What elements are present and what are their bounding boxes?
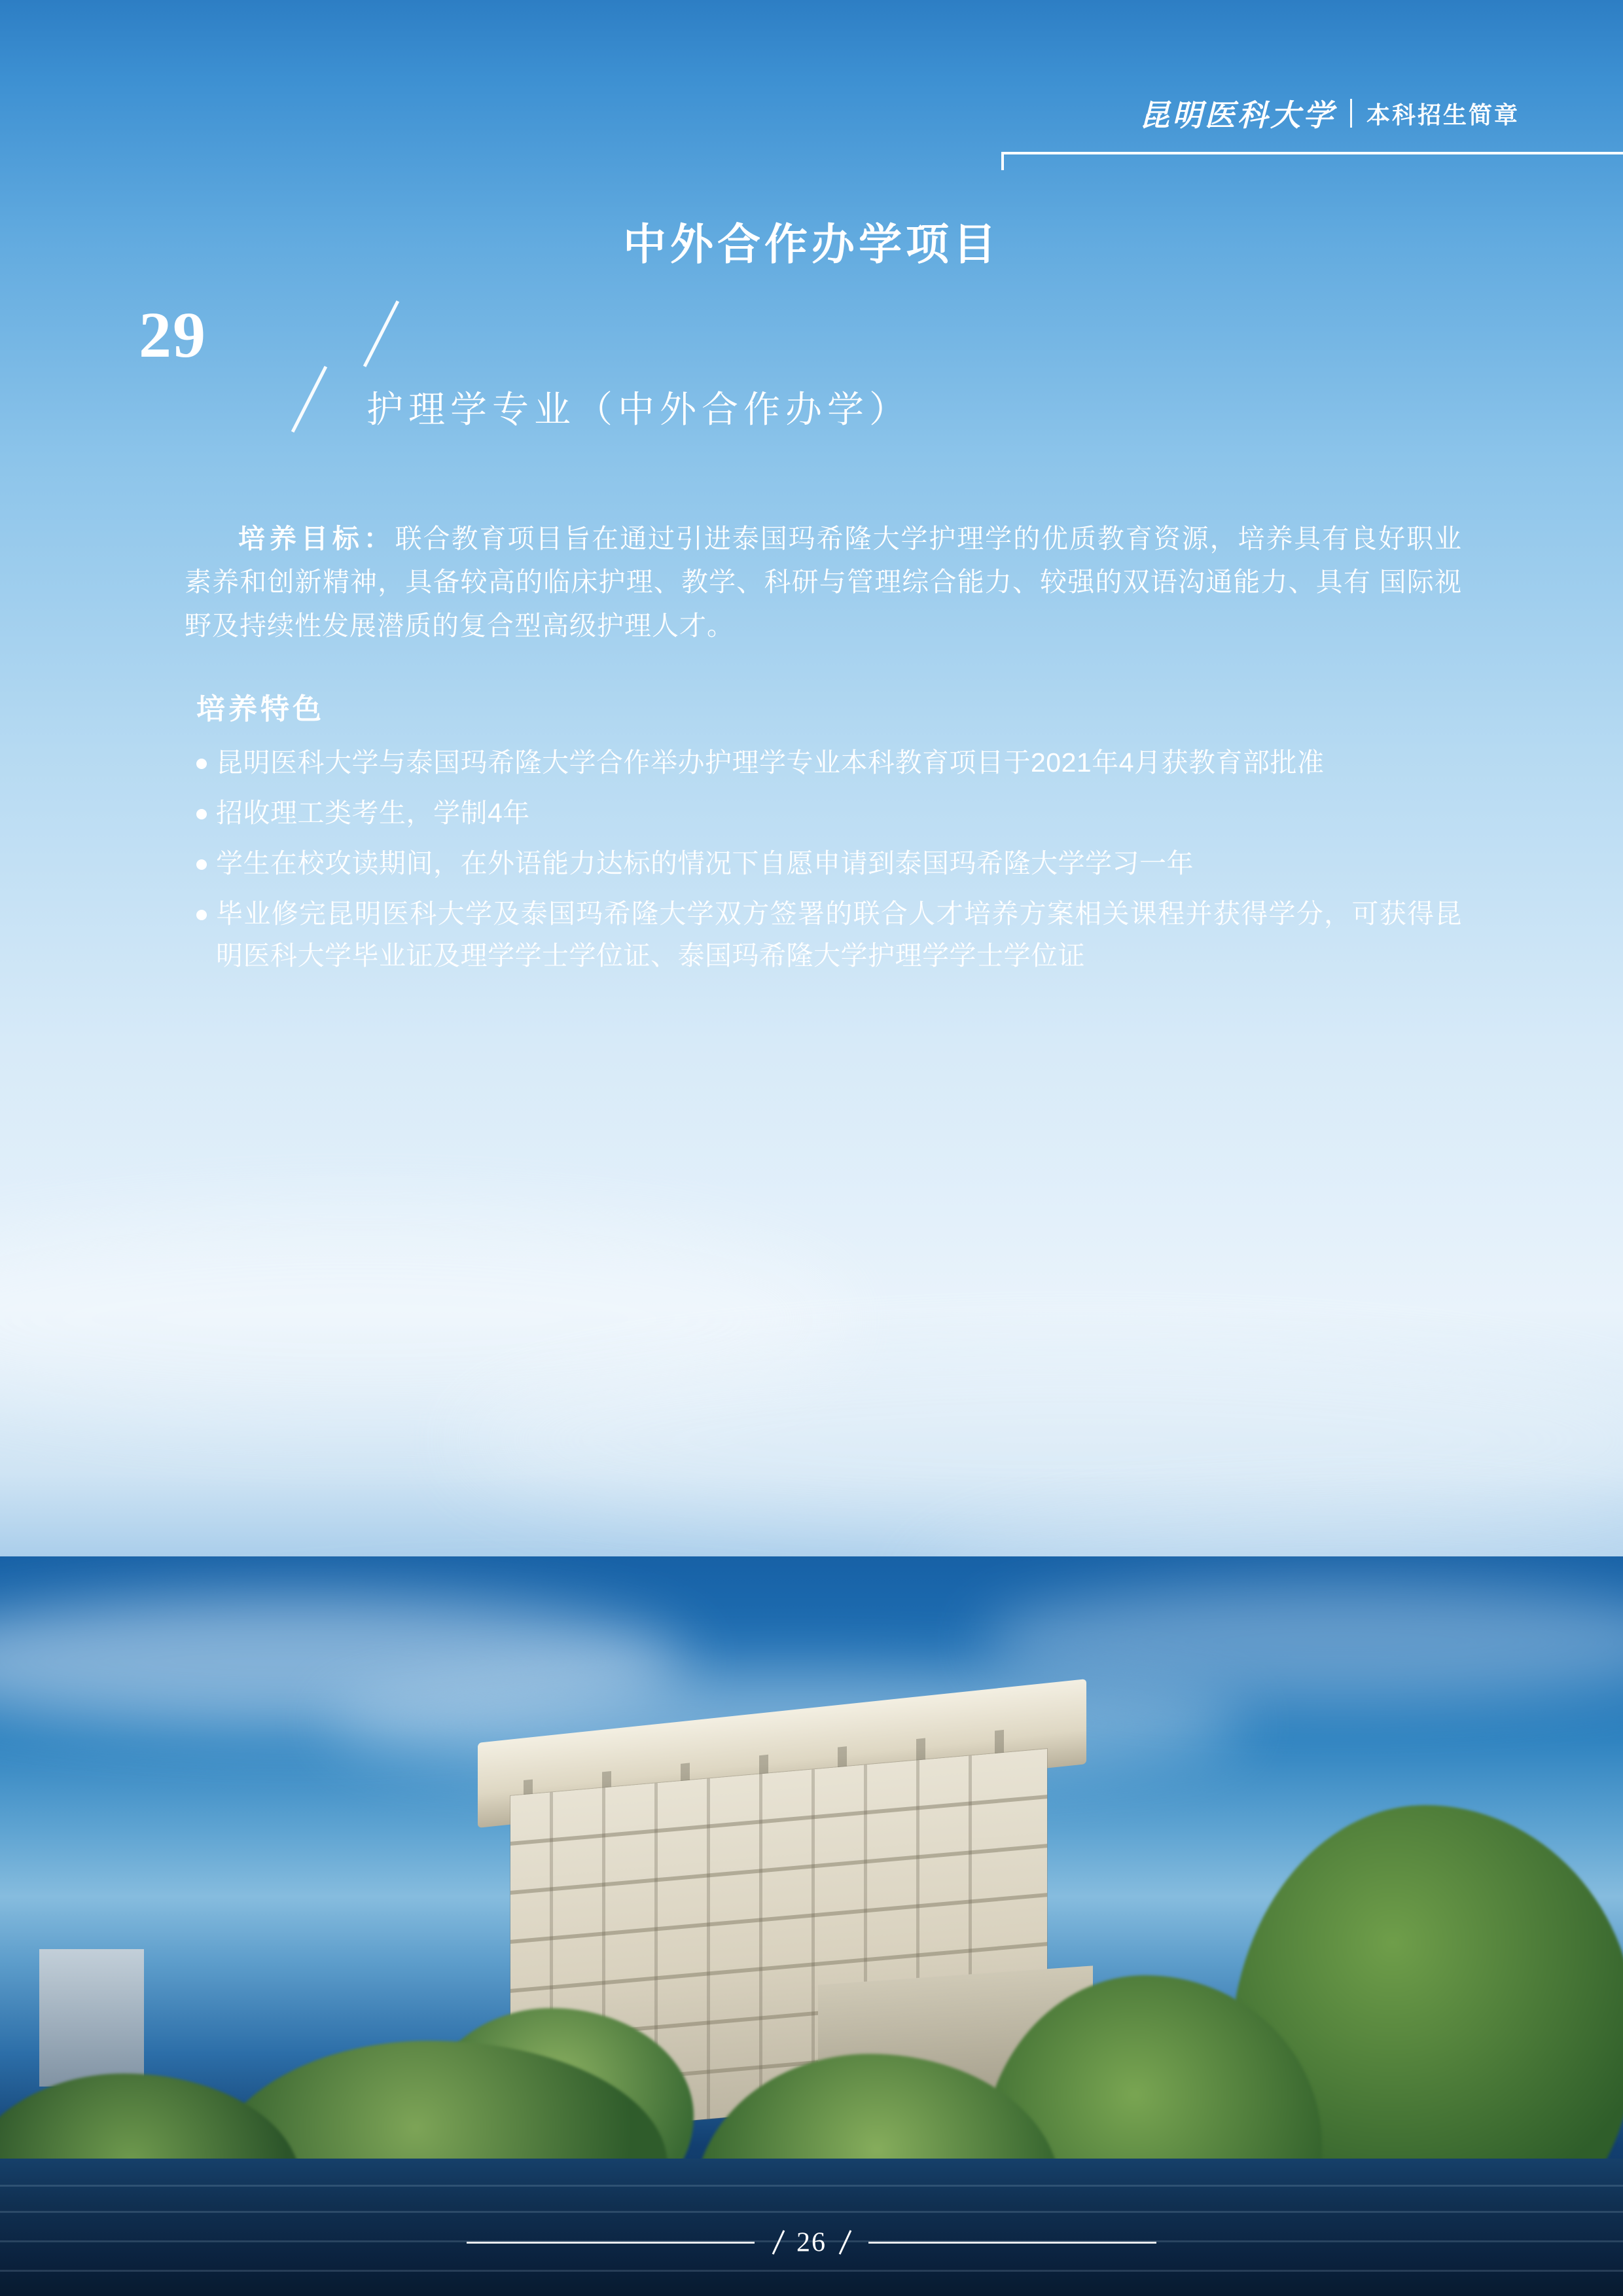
campus-photo <box>0 1556 1623 2296</box>
brochure-subtitle: 本科招生简章 <box>1366 101 1520 128</box>
page-number-bar <box>0 2225 1623 2258</box>
page-number-slash-right <box>838 2230 851 2255</box>
cloud-band-2 <box>458 1342 1623 1538</box>
slash-decoration-2 <box>291 366 327 433</box>
training-goal-text: 联合教育项目旨在通过引进泰国玛希隆大学护理学的优质教育资源，培养具有良好职业素养和创新精神，具备较高的临床护理、教学、科研与管理综合能力、较强的双语沟通能力、具有 国际视野及持续性发展潜质的复合型高级护理人才。 <box>185 524 1463 641</box>
cloud-band-1 <box>0 1211 851 1427</box>
page-number: 26 <box>796 2227 827 2257</box>
page-header <box>0 0 1623 164</box>
header-rule <box>1001 152 1623 154</box>
page-number-rule-left <box>467 2242 755 2244</box>
university-name: 昆明医科大学 <box>1139 99 1336 132</box>
features-list <box>185 742 1462 977</box>
training-goal-paragraph <box>185 517 1462 647</box>
features-heading: 培养特色 <box>196 693 325 726</box>
major-heading-block <box>131 298 1505 446</box>
page-title: 中外合作办学项目 <box>623 220 1000 268</box>
list-item: 学生在校攻读期间，在外语能力达标的情况下自愿申请到泰国玛希隆大学学习一年 <box>185 842 1462 885</box>
slash-decoration-1 <box>363 300 399 367</box>
page-number-rule-right <box>868 2242 1156 2244</box>
list-item: 毕业修完昆明医科大学及泰国玛希隆大学双方签署的联合人才培养方案相关课程并获得学分，可获得昆明医科大学毕业证及理学学士学位证、泰国玛希隆大学护理学学士学位证 <box>185 893 1462 978</box>
page-number-slash-left <box>772 2230 785 2255</box>
list-item: 昆明医科大学与泰国玛希隆大学合作举办护理学专业本科教育项目于2021年4月获教育部批准 <box>185 742 1462 784</box>
brand-lockup <box>1139 92 1520 135</box>
distant-building <box>39 1949 144 2087</box>
training-goal-label: 培养目标： <box>238 524 395 554</box>
list-item: 招收理工类考生，学制4年 <box>185 792 1462 834</box>
brand-divider <box>1350 99 1352 128</box>
major-index-number: 29 <box>139 298 207 371</box>
major-name: 护理学专业（中外合作办学） <box>366 389 911 430</box>
content-area <box>185 517 1462 985</box>
